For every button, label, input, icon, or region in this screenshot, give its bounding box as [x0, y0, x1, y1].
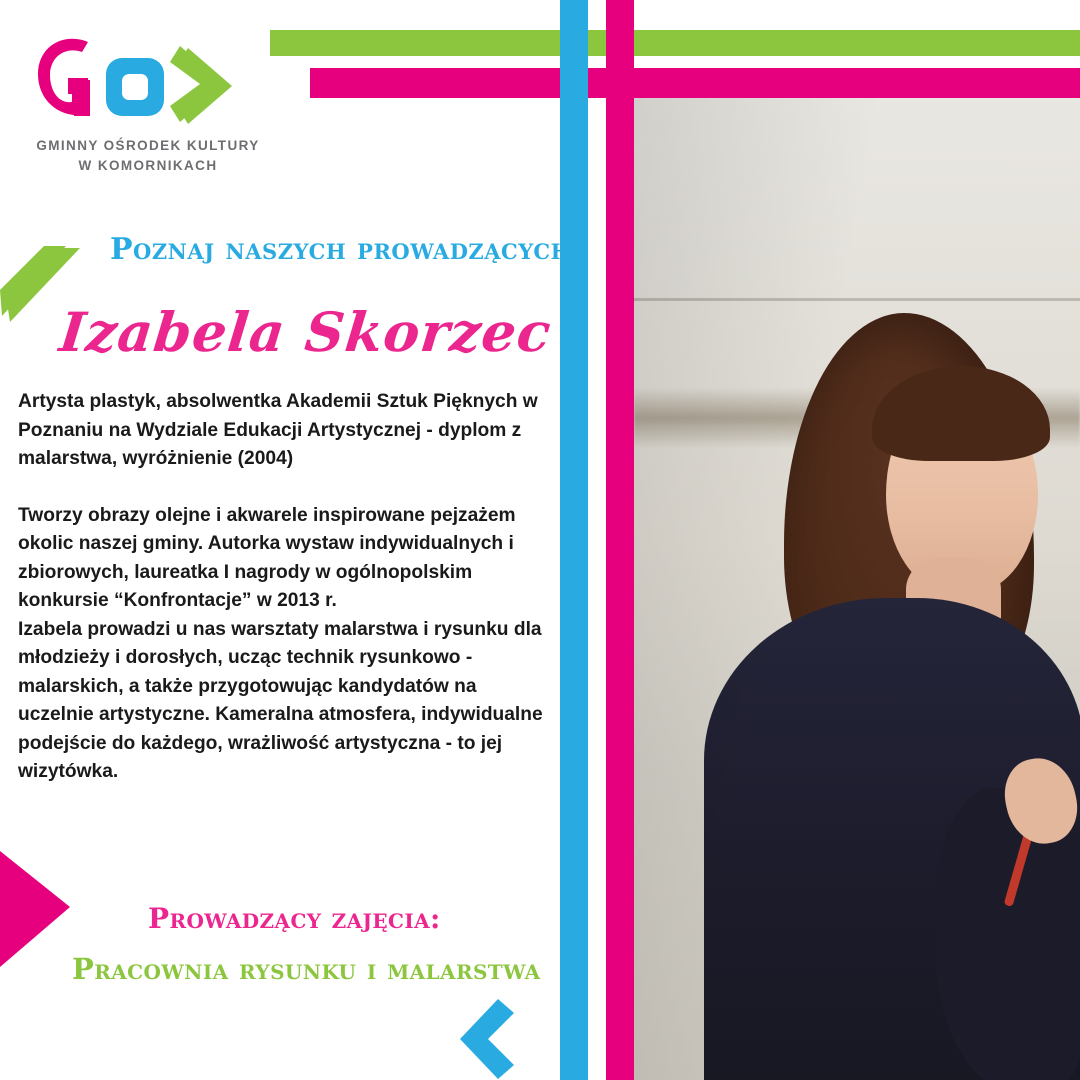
gok-logo-mark	[28, 30, 268, 128]
logo-caption-line2: W KOMORNIKACH	[78, 158, 218, 174]
artist-photo	[634, 98, 1080, 1080]
bio-paragraph-2: Tworzy obrazy olejne i akwarele inspirowane pejzażem okolic naszej gminy. Autorka wystaw indywidualnych i zbiorowych, laureatka I nagrody w ogólnopolskim konkursie “Konfrontacje” w 2013 r.	[18, 504, 516, 611]
blue-vertical-ribbon	[560, 0, 588, 1080]
gok-logo	[28, 30, 268, 177]
logo-caption	[28, 136, 268, 177]
bio-paragraph-3: Izabela prowadzi u nas warsztaty malarstwa i rysunku dla młodzieży i dorosłych, ucząc technik rysunkowo - malarskich, a także przygotowując kandydatów na uczelnie artystyczne. Kameralna atmosfera, indywidualne podejście do każdego, wrażliwość artystyczna - to jej wizytówka.	[18, 618, 543, 782]
bio-paragraph-1: Artysta plastyk, absolwentka Akademii Sztuk Pięknych w Poznaniu na Wydziale Edukacji Artystycznej - dyplom z malarstwa, wyróżnienie (2004)	[18, 391, 538, 469]
footer-label: Prowadzący zajęcia:	[148, 902, 441, 935]
page-subtitle: Poznaj naszych prowadzących	[110, 232, 571, 267]
footer-workshop: Pracownia rysunku i malarstwa	[72, 952, 541, 986]
pink-vertical-ribbon	[606, 0, 634, 1080]
green-horizontal-ribbon	[270, 30, 1080, 56]
artist-bio	[18, 388, 546, 787]
photo-shading-overlay	[634, 98, 1080, 1080]
logo-caption-line1: GMINNY OŚRODEK KULTURY	[36, 138, 260, 153]
blue-chevron-icon	[452, 995, 522, 1080]
pink-horizontal-ribbon	[310, 68, 1080, 98]
bio-spacer-1	[18, 474, 546, 502]
artist-name: Izabela Skorzec	[56, 300, 555, 364]
